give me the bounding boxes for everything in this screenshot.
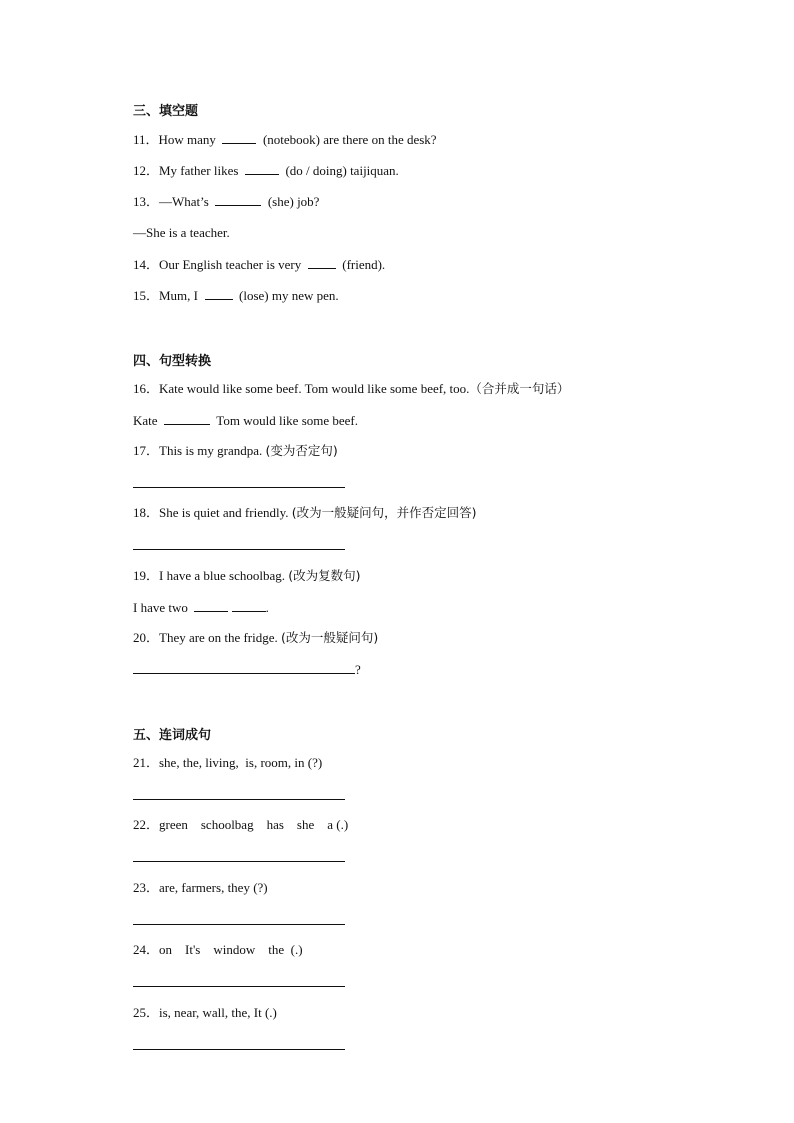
question-14-blank[interactable] (308, 256, 336, 269)
section-heading-word-order: 五、连词成句 (133, 728, 212, 743)
question-22: 22．green schoolbag has she a (.) (133, 817, 349, 832)
question-16-answer (133, 412, 358, 429)
question-13-answer: —She is a teacher. (133, 225, 230, 240)
question-19-answer-end: . (265, 600, 269, 615)
question-12 (133, 162, 399, 179)
question-12-text-b: (do / doing) taijiquan. (282, 163, 399, 178)
question-17-text: 17．This is my grandpa. (133, 443, 266, 458)
section-heading-sentence-transform: 四、句型转换 (133, 354, 212, 369)
question-14 (133, 256, 385, 273)
question-21-answer-line[interactable] (133, 799, 345, 800)
question-19-hint: (改为复数句) (288, 568, 361, 583)
question-18 (133, 505, 477, 521)
question-20-text: 20．They are on the fridge. (133, 630, 282, 645)
question-16-answer-b: Tom would like some beef. (213, 413, 359, 428)
question-13-text-b: (she) job? (264, 194, 320, 209)
question-14-text-a: 14．Our English teacher is very (133, 257, 305, 272)
question-18-hint: (改为一般疑问句，并作否定回答) (291, 505, 477, 520)
question-16-hint: （合并成一句话） (469, 381, 570, 396)
question-12-text-a: 12．My father likes (133, 163, 242, 178)
question-24: 24．on It's window the (.) (133, 942, 303, 957)
question-11-blank[interactable] (222, 131, 256, 144)
question-19-answer (133, 599, 269, 616)
question-13 (133, 193, 319, 210)
question-16 (133, 381, 569, 397)
question-22-answer-line[interactable] (133, 861, 345, 862)
question-19-blank-2[interactable] (232, 599, 266, 612)
question-16-text: 16．Kate would like some beef. Tom would like some beef, too. (133, 381, 470, 396)
question-24-answer-line[interactable] (133, 986, 345, 987)
question-11 (133, 131, 437, 148)
question-25: 25．is, near, wall, the, It (.) (133, 1005, 277, 1020)
question-23-answer-line[interactable] (133, 924, 345, 925)
question-15-text-b: (lose) my new pen. (235, 288, 339, 303)
question-16-answer-a: Kate (133, 413, 161, 428)
question-15 (133, 287, 339, 304)
question-19 (133, 568, 361, 584)
question-25-answer-line[interactable] (133, 1049, 345, 1050)
question-17-answer-line[interactable] (133, 487, 345, 488)
question-11-text-b: (notebook) are there on the desk? (259, 132, 437, 147)
question-14-text-b: (friend). (338, 257, 386, 272)
question-23: 23．are, farmers, they (?) (133, 880, 268, 895)
question-13-text-a: 13．—What’s (133, 194, 213, 209)
question-17 (133, 443, 338, 459)
question-13-blank[interactable] (215, 193, 261, 206)
section-heading-fill-in: 三、填空题 (133, 104, 199, 119)
question-21: 21．she, the, living, is, room, in (?) (133, 755, 323, 770)
question-20 (133, 630, 378, 646)
question-19-blank-1[interactable] (194, 599, 228, 612)
question-20-question-mark: ? (355, 662, 361, 677)
question-19-text: 19．I have a blue schoolbag. (133, 568, 289, 583)
question-17-hint: (变为否定句) (265, 443, 338, 458)
question-15-blank[interactable] (205, 287, 233, 300)
question-18-answer-line[interactable] (133, 549, 345, 550)
question-12-blank[interactable] (245, 162, 279, 175)
question-15-text-a: 15．Mum, I (133, 288, 202, 303)
question-20-answer (133, 661, 361, 678)
question-20-answer-line[interactable] (133, 661, 355, 674)
question-11-text-a: 11．How many (133, 132, 220, 147)
question-19-answer-a: I have two (133, 600, 192, 615)
question-20-hint: (改为一般疑问句) (281, 630, 379, 645)
question-18-text: 18．She is quiet and friendly. (133, 505, 292, 520)
question-16-blank[interactable] (164, 412, 210, 425)
